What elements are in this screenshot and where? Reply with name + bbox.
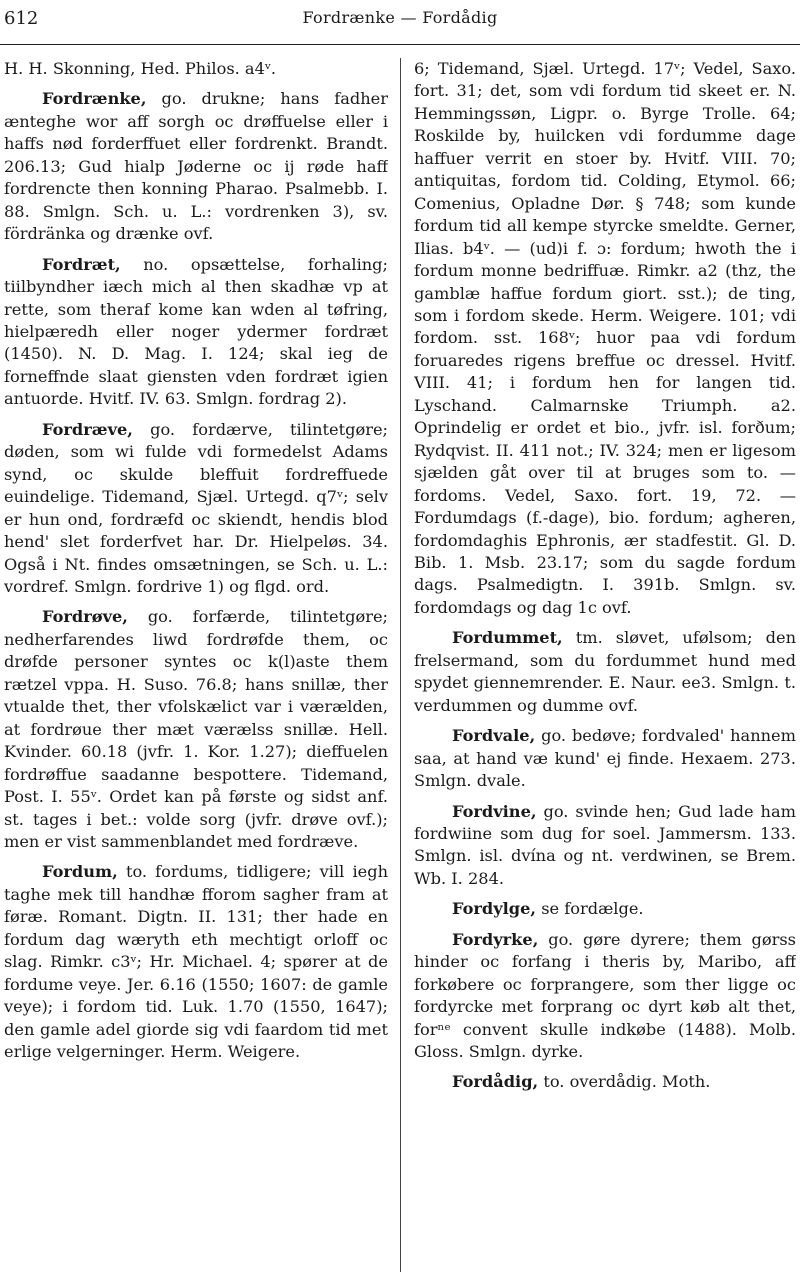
dictionary-entry — [414, 1071, 796, 1093]
entry-headword: Fordvine, — [452, 801, 537, 821]
dictionary-entry — [4, 88, 388, 245]
entry-headword: Fordyrke, — [452, 929, 539, 949]
dictionary-entry — [414, 801, 796, 891]
column-divider — [400, 58, 401, 1272]
entry-text: se fordælge. — [541, 899, 644, 919]
entry-text: to. overdådig. Moth. — [543, 1072, 711, 1092]
entry-text: go. bedøve; fordvaled' hannem saa, at hand væ kund' ej finde. Hexaem. 273. Smlgn. dvale. — [414, 726, 796, 791]
entry-headword: Fordrænke, — [42, 89, 147, 109]
dictionary-entry — [4, 419, 388, 599]
dictionary-entry — [4, 606, 388, 853]
entry-text: to. fordums, tidligere; vill iegh taghe mek till handhæ fforom sagher fram at føræ. Romant. Digtn. II. 131; ther hade en fordum dag wæryth eth mechtigt orloff oc slag. Rimkr. c3ᵛ; Hr. Michael. 4; spører at de fordume veye. Jer. 6.16 (1550; 1607: de gamle veye); i fordom tid. Luk. 1.70 (1550, 1647); den gamle adel giorde sig vdi faardom tid met erlige velgerninger. Herm. Weigere. — [4, 862, 388, 1062]
right-column — [414, 58, 796, 1268]
dictionary-entry — [4, 58, 388, 80]
entry-text: no. opsættelse, forhaling; tiilbyndher iæch mich al then skadhæ vp at rette, som theraf kome kan wden al tøfring, hielpæredh eller noger ydermer fordræt (1450). N. D. Mag. I. 124; skal ieg de forneffnde slaat giensten vden fordræt igien antuorde. Hvitf. IV. 63. Smlgn. fordrag 2). — [4, 254, 388, 409]
dictionary-entry — [4, 861, 388, 1063]
page-number: 612 — [4, 8, 39, 29]
dictionary-entry — [414, 627, 796, 717]
entry-headword: Fordræve, — [42, 419, 133, 439]
dictionary-entry — [414, 929, 796, 1064]
entry-headword: Fordum, — [42, 862, 118, 882]
left-column — [4, 58, 388, 1268]
entry-text: go. svinde hen; Gud lade ham fordwiine som dug for soel. Jammersm. 133. Smlgn. isl. dvína og nt. verdwinen, se Brem. Wb. I. 284. — [414, 801, 796, 888]
entry-headword: Fordrøve, — [42, 607, 128, 627]
entry-text: go. gøre dyrere; them gørss hinder oc forfang i theris by, Maribo, aff forkøbere oc forprangere, som ther ligge oc fordyrcke met forprang oc dyrt køb alt thet, forⁿᵉ convent skulle indkøbe (1488). Molb. Gloss. Smlgn. dyrke. — [414, 929, 796, 1062]
dictionary-entry — [414, 58, 796, 619]
running-head: Fordrænke — Fordådig — [302, 8, 498, 27]
entry-text: go. fordærve, tilintetgøre; døden, som wi fulde vdi formedelst Adams synd, oc skulde bleffuit fordreffuede euindelige. Tidemand, Sjæl. Urtegd. q7ᵛ; selv er hun ond, fordræfd oc skiendt, hendis blod hend' slet forderfvet har. Dr. Hielpeløs. 34. Også i Nt. findes omsætningen, se Sch. u. L.: vordref. Smlgn. fordrive 1) og flgd. ord. — [4, 419, 388, 596]
entry-headword: Fordræt, — [42, 254, 121, 274]
entry-headword: Fordummet, — [452, 628, 563, 648]
entry-text: 6; Tidemand, Sjæl. Urtegd. 17ᵛ; Vedel, Saxo. fort. 31; det, som vdi fordum tid skeet er. N. Hemmingssøn, Ligpr. o. Byrge Trolle. 64; Roskilde by, huilcken vdi fordumme dage haffuer verrit en stoer by. Hvitf. VIII. 70; antiquitas, fordom tid. Colding, Etymol. 66; Comenius, Opladne Dør. § 748; som kunde fordum tid all kempe styrcke smeldte. Gerner, Ilias. b4ᵛ. — (ud)i f. ɔ: fordum; hwoth the i fordum monne bedriffuæ. Rimkr. a2 (thz, the gamblæ haffue fordum giort. sst.); de ting, som i fordom skede. Herm. Weigere. 101; vdi fordom. sst. 168ᵛ; huor paa vdi fordum foruaredes rigens breffue oc dressel. Hvitf. VIII. 41; i fordum hen for langen tid. Lyschand. Calmarnske Triumph. a2. Oprindelig er ordet et bio., jvfr. isl. forðum; Rydqvist. II. 411 not.; IV. 324; men er ligesom sjælden gåt over til at bruges som to. — fordoms. Vedel, Saxo. fort. 19, 72. — Fordumdags (f.-dage), bio. fordum; agheren, fordomdaghis Ephronis, ær stadfestit. Gl. D. Bib. 1. Msb. 23.17; som du sagde fordum dags. Psalmedigtn. I. 391b. Smlgn. sv. fordomdags og dag 1c ovf. — [414, 59, 796, 617]
entry-text: go. forfærde, tilintetgøre; nedherfarendes liwd fordrøfde them, oc drøfde personer syntes oc k(l)aste them rætzel vppa. H. Suso. 76.8; hans snillæ, ther vtualde thet, ther vfolskælict var i værælden, at fordrøue ther mæt værælss snillæ. Hell. Kvinder. 60.18 (jvfr. 1. Kor. 1.27); dieffuelen fordrøffue saadanne bespottere. Tidemand, Post. I. 55ᵛ. Ordet kan på første og sidst anf. st. tages i bet.: volde sorg (jvfr. drøve ovf.); men er vist sammenblandet med fordræve. — [4, 607, 388, 851]
entry-headword: Fordylge, — [452, 899, 537, 919]
entry-headword: Fordådig, — [452, 1072, 539, 1092]
dictionary-entry — [414, 898, 796, 920]
dictionary-entry — [4, 254, 388, 411]
entry-text: go. drukne; hans fadher ænteghe wor aff sorgh oc drøffuelse eller i haffs nød forderffuet eller fordrenkt. Brandt. 206.13; Gud hialp Jøderne oc ij røde haff fordrencte then konning Pharao. Psalmebb. I. 88. Smlgn. Sch. u. L.: vordrenken 3), sv. fördränka og drænke ovf. — [4, 89, 388, 244]
entry-headword: Fordvale, — [452, 726, 536, 746]
entry-text: H. H. Skonning, Hed. Philos. a4ᵛ. — [4, 59, 277, 78]
dictionary-entry — [414, 725, 796, 792]
entry-text: tm. sløvet, ufølsom; den frelsermand, som du fordummet hund med spydet giennemrender. E. Naur. ee3. Smlgn. t. verdummen og dumme ovf. — [414, 628, 796, 715]
page-header — [0, 0, 800, 45]
